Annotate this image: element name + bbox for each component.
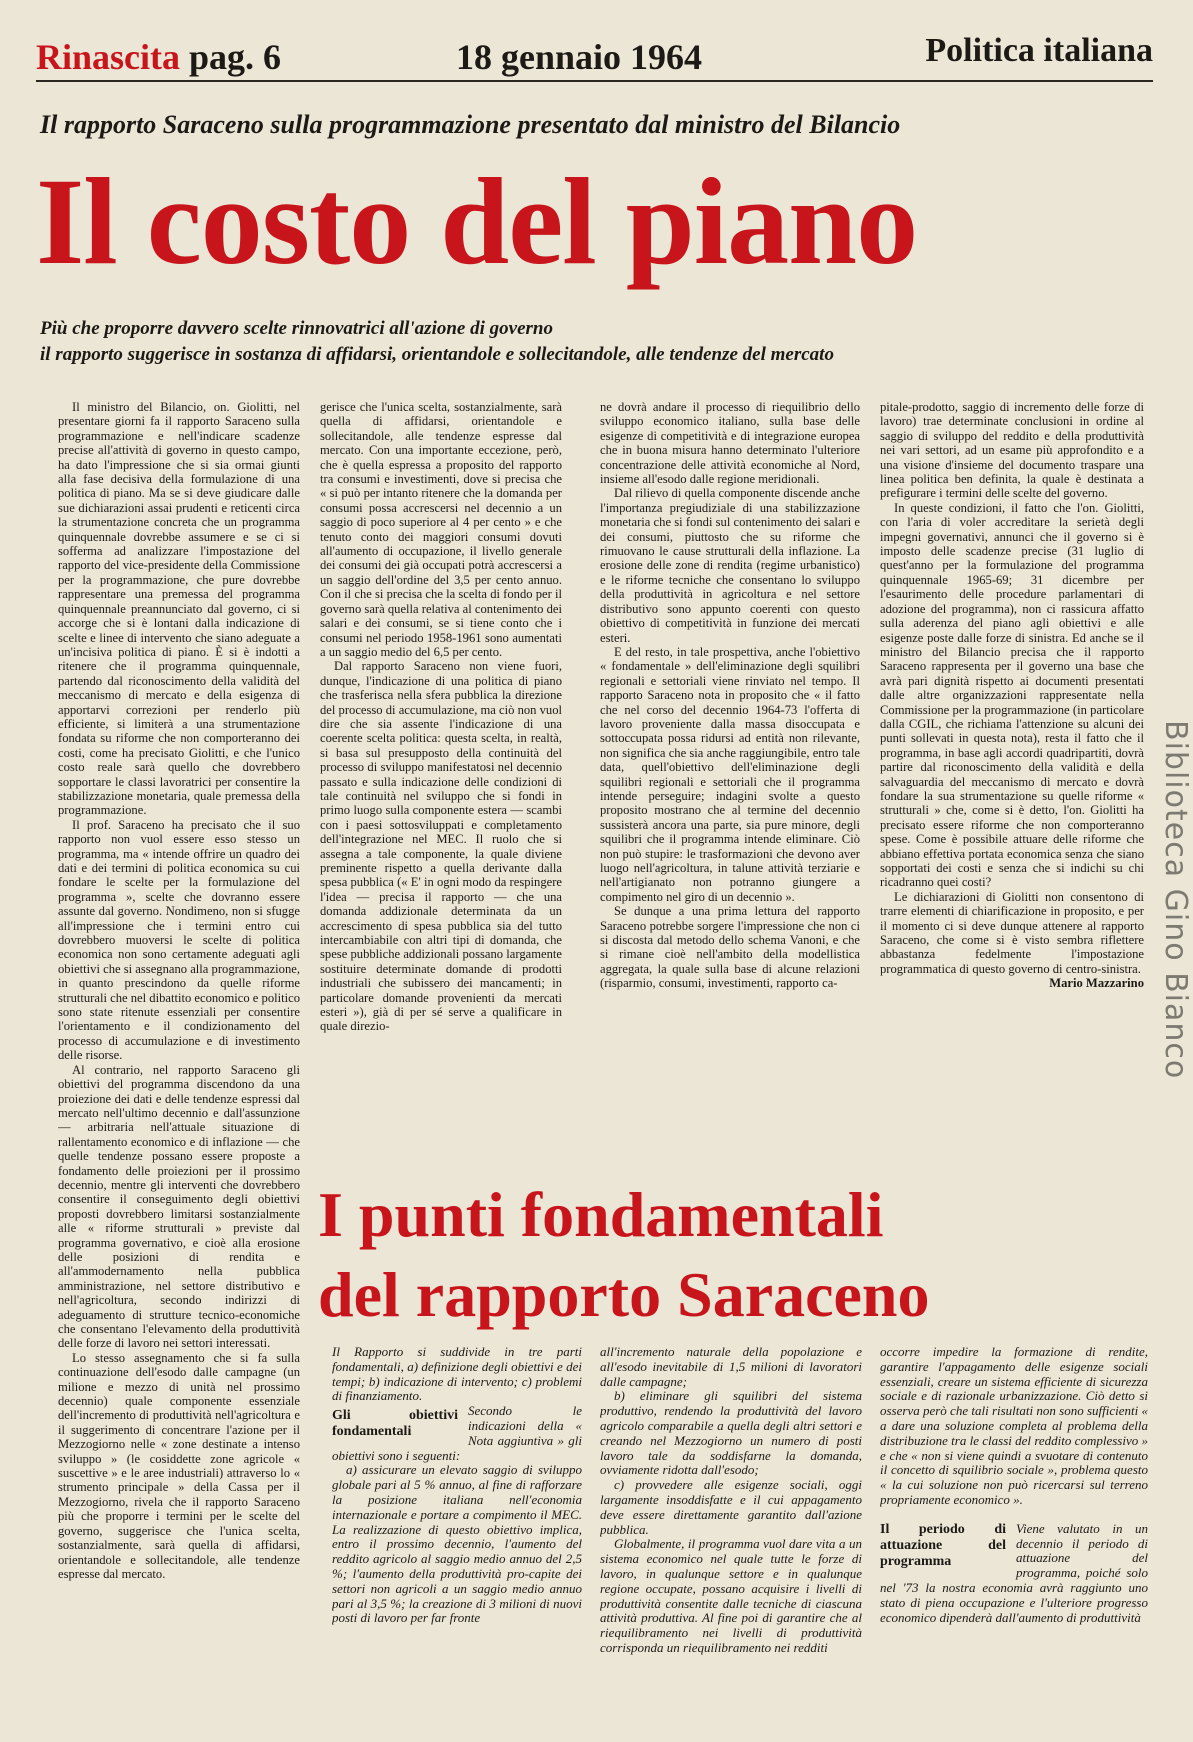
paragraph: Le dichiarazioni di Giolitti non consentono di trarre elementi di chiarificazione in proposito, e per il momento ci si deve dunque attenere al rapporto Saraceno, che come si è visto sembra riflettere abbastanza fedelmente l'impostazione programmatica di questo governo di centro-sinistra. [880,889,1144,976]
publication-name: Rinascita [36,37,180,77]
author-signature: Mario Mazzarino [1049,976,1144,991]
page-number: pag. 6 [189,37,282,77]
paragraph: gerisce che l'unica scelta, sostanzialmente, sarà quella di affidarsi, orientandole e sollecitandole, alle tendenze espresse dal mercato. Con una importante eccezione, però, che è quella espressa a proposito del rapporto tra consumi e investimenti, dove si precisa che « si può per intanto ritenere che la domanda per consumi possa accrescersi nel decennio a un saggio di poco superiore al 4 per cento » e che tenuto conto dei maggiori consumi dovuti all'aumento di occupazione, il livello generale dei consumi dei già occupati potrà accrescersi a un saggio dell'ordine del 3,5 per cento annuo. Con il che si precisa che la scelta di fondo per il governo sarà quella relativa al contenimento dei salari e dei consumi, se si tiene conto che i consumi nel periodo 1958-1961 sono aumentati a un saggio medio del 6,5 per cento. [320,400,562,659]
paragraph: Lo stesso assegnamento che si fa sulla continuazione dell'esodo dalle campagne (un milione e mezzo di unità nel prossimo decennio) quale componente essenziale dell'incremento di produttività nell'agricoltura e il suggerimento di concentrare l'azione per il Mezzogiorno nelle « zone destinate a intenso sviluppo » (le cosiddette zone agricole « suscettive » e le aree industriali) attraverso lo « strumento principale » della Cassa per il Mezzogiorno, rivela che il rapporto Saraceno più che proporre i termini per le scelte del governo, suggerisce che l'unica scelta, sostanzialmente, sarà quella di affidarsi, orientandole e sollecitandole, alle tendenze espresse dal mercato. [58,1350,300,1581]
paragraph: Globalmente, il programma vuol dare vita a un sistema economico nel quale tutte le forze di lavoro, in qualunque settore e in qualunque regione occupate, possano acquisire i livelli di produttività consentite dalle tecniche di ciascuna attività produttiva. Al fine poi di garantire che al riequilibramento nei livelli di produttività corrisponda un riequilibramento nei redditi [600,1536,862,1655]
paragraph: Al contrario, nel rapporto Saraceno gli obiettivi del programma discendono da una proiezione dei dati e delle tendenze espressi dal mercato nell'ultimo decennio e dall'assunzione — arbitraria nell'attuale situazione di rallentamento economico e di inflazione — che quelle tendenze possano essere proposte a fondamento delle proiezioni per il prossimo decennio, mentre gli interventi che dovrebbero consentire il conseguimento degli obiettivi proposti dovrebbero limitarsi sostanzialmente alle « riforme strutturali » previste dal programma governativo, e cioè alla erosione delle posizioni di rendita e all'ammodernamento nella pubblica amministrazione, nel settore distributivo e nell'agricoltura, secondo indirizzi di adeguamento di strutture tecnico-economiche che consentano l'elevamento della produttività delle forze di lavoro nei settori interessati. [58,1062,300,1351]
kicker: Il rapporto Saraceno sulla programmazione presentato dal ministro del Bilancio [40,110,901,139]
paragraph: occorre impedire la formazione di rendite, garantire l'appagamento delle esigenze sociali essenziali, creare un sistema efficiente di sicurezza sociale e di razionale urbanizzazione. Ciò detto si osserva però che tali risultati non sono sufficienti « a dare una soluzione completa al problema della distribuzione tra le classi del reddito complessivo » e che « non si viene quindi a svuotare di contenuto il concetto di squilibrio sociale », problema questo « la cui soluzione non può ricercarsi sul terreno propriamente economico ». [880,1345,1148,1507]
paragraph: Dal rilievo di quella componente discende anche l'importanza pregiudiziale di una stabilizzazione monetaria che si fondi sul contenimento dei salari e dei consumi, piuttosto che su riforme che rimuovano le cause strutturali della inflazione. La erosione delle zone di rendita (regime urbanistico) e le riforme tecniche che consentano lo sviluppo della produttività in agricoltura e nel settore distributivo sono appunto coerenti con questo obiettivo di competitività in funzione dei mercati esteri. [600,486,860,645]
headline: Il costo del piano [36,153,918,290]
paragraph: Viene valutato in un decennio il periodo di attuazione del programma, poiché solo nel '73 la nostra economia avrà raggiunto uno stato di piena occupazione e l'ulteriore progresso economico dipenderà dall'aumento di produttività [880,1520,1148,1625]
article-column-1 [58,400,300,1725]
article-column-3 [600,400,860,1095]
paragraph: a) assicurare un elevato saggio di sviluppo globale pari al 5 % annuo, al fine di rafforzare la posizione italiana nell'economia internazionale e portare a compimento il MEC. La realizzazione di questo obiettivo implica, entro il prossimo decennio, l'aumento del reddito agricolo al saggio medio annuo del 2,5 %; l'aumento della produttività pro-capite dei settori non agricoli a un saggio medio annuo pari al 3,5 %; la creazione di 3 milioni di nuovi posti di lavoro per far fronte [332,1462,582,1626]
intro-paragraph: Il Rapporto si suddivide in tre parti fondamentali, a) definizione degli obiettivi e dei tempi; b) indicazione di intervento; c) problemi di finanziamento. [332,1345,582,1404]
subhead-obiettivi: Gli obiettivi fondamentali [332,1408,458,1440]
paragraph: In queste condizioni, il fatto che l'on. Giolitti, con l'aria di voler accreditare la serietà degli impegni governativi, annunci che il governo si è imposto delle scadenze precise (31 luglio di quest'anno per la formulazione del programma quinquennale 1965-69; 31 dicembre per l'esaurimento delle procedure parlamentari di adozione del programma), non ci rassicura affatto sulla aderenza del piano agli obiettivi e alle esigenze poste dalle forze di sinistra. Ed anche se il ministro del Bilancio precisa che il rapporto Saraceno rappresenta per il governo una base che avrà pari dignità rispetto ai documenti presentati dalle altre organizzazioni rappresentate nella Commissione per la programmazione (in particolare dalla CGIL, che richiama l'attenzione su alcuni dei punti sollevati in questa nota), resta il fatto che il programma, in base agli accordi quadripartiti, dovrà partire dal riconoscimento della validità e della salvaguardia del meccanismo di mercato e dovrà fondare la sua strumentazione su quelle riforme « strutturali » che, come si è detto, l'on. Giolitti ha precisato essere riforme che non comporteranno spese. Come è possibile attuare delle riforme che abbiano effettiva portata economica senza che siano sopportati dei costi e senza che si indichi su chi ricadranno quei costi? [880,500,1144,890]
paragraph: b) eliminare gli squilibri del sistema produttivo, rendendo la produttività del lavoro agricolo comparabile a quella degli altri settori e creando nel Mezzogiorno un numero di posti lavoro tale da soddisfarne la domanda, ovviamente ridotta dall'esodo; [600,1388,862,1478]
masthead [36,36,281,78]
paragraph: Dal rapporto Saraceno non viene fuori, dunque, l'indicazione di una politica di piano che trasferisca nella sfera pubblica la direzione del processo di accumulazione, ma ciò non vuol dire che sia assente l'indicazione di una coerente scelta politica: questa scelta, in realtà, si basa sul presupposto della continuità del processo di sviluppo manifestatosi nel decennio passato e sulla indicazione delle condizioni di tale continuità nel sviluppo che si fondi in primo luogo sulla componente estera — scambi con i paesi sottosviluppati e completamento dell'integrazione nel MEC. Il ruolo che si assegna a tale componente, la quale diviene preminente rispetto a quella derivante dalla spesa pubblica (« E' in ogni modo da respingere l'idea — precisa il rapporto — che una domanda addizionale determinata da un accrescimento di spesa pubblica sia del tutto intercambiabile con altri tipi di domanda, che spese pubbliche addizionali possano largamente sostituire determinate domande di prodotti industriali che subissero dei mancamenti; in particolare domande provenienti da mercati esteri »), già di per sé serve a qualificare in quale direzio- [320,659,562,1034]
library-watermark: Biblioteca Gino Bianco [1158,720,1193,1080]
paragraph: Il prof. Saraceno ha precisato che il suo rapporto non vuol essere esso stesso un programma, ma « intende offrire un quadro dei dati e dei termini di politica economica su cui fondare le scelte per la formulazione del programma », scelte che dovranno essere assunte dal governo. Nondimeno, non si sfugge all'impressione che i termini entro cui dovrebbero muoversi le scelte di politica economica non sono certamente adeguati agli obiettivi che si assegnano alla programmazione, in quanto prescindono da quelle riforme strutturali che nel dibattito economico e politico sono state ritenute essenziali per consentire l'orientamento e il condizionamento del processo di accumulazione e di investimento delle risorse. [58,817,300,1063]
subtitle-line-1: Più che proporre davvero scelte rinnovatrici all'azione di governo [40,318,553,339]
second-headline-line-2: del rapporto Saraceno [318,1259,930,1330]
box-column-1 [332,1345,582,1725]
page-header [36,30,1153,82]
paragraph: Secondo le indicazioni della « Nota aggiuntiva » gli obiettivi sono i seguenti: [332,1403,582,1463]
paragraph: Il ministro del Bilancio, on. Giolitti, nel presentare giorni fa il rapporto Saraceno sulla programmazione e nell'indicare scadenze precise all'attività di governo in questo campo, ha dato l'impressione che si sia ormai giunti alla fase decisiva della formulazione di una politica di piano. Ma se si deve giudicare dalle sue dichiarazioni assai prudenti e reticenti circa la strumentazione concreta che un programma quinquennale dovrebbe assumere e se ci si sofferma ad analizzare l'impostazione del rapporto del vice-presidente della Commissione per la programmazione, che pure dovrebbe rappresentare una premessa del programma quinquennale preannunciato dal governo, ci si accorge che si è lontani dalla indicazione di scelte e linee di intervento che siano adeguate a un'incisiva politica di piano. È si è indotti a ritenere che il programma quinquennale, partendo dal riconoscimento della validità del meccanismo di mercato e della esigenza di apportarvi correzioni per renderlo più efficiente, si limiterà a una strumentazione fondata su riforme che non comporteranno dei costi, come ha precisato Giolitti, e che l'unico costo reale sarà quello che dovrebbero sopportare le classi lavoratrici per consentire la stabilizzazione monetaria, quale premessa della programmazione. [58,400,300,818]
issue-date: 18 gennaio 1964 [456,37,703,77]
second-headline-line-1: I punti fondamentali [318,1179,884,1250]
paragraph: ne dovrà andare il processo di riequilibrio dello sviluppo economico italiano, sulla base delle esigenze di competitività e di integrazione europea che in buona misura hanno determinato l'ulteriore concentrazione delle attività economiche al Nord, insieme all'esodo dalle regione meridionali. [600,400,860,487]
subhead-periodo: Il periodo di attuazione del programma [880,1521,1006,1569]
paragraph: all'incremento naturale della popolazione e all'esodo inevitabile di 1,5 milioni di lavoratori dalle campagne; [600,1345,862,1389]
paragraph: c) provvedere alle esigenze sociali, oggi largamente insoddisfatte e il cui appagamento deve essere direttamente garantito dall'azione pubblica. [600,1477,862,1537]
box-column-3 [880,1345,1148,1725]
section-name: Politica italiana [925,32,1153,69]
article-column-4 [880,400,1144,1095]
paragraph: Se dunque a una prima lettura del rapporto Saraceno potrebbe sorgere l'impressione che non ci si discosta dal metodo dello schema Vanoni, e che si rimane cioè nell'ambito della modellistica aggregata, la quale sulla base di alcune relazioni (risparmio, consumi, investimenti, rapporto ca- [600,904,860,991]
box-column-2 [600,1345,862,1725]
paragraph: pitale-prodotto, saggio di incremento delle forze di lavoro) trae determinate conclusioni in ordine al saggio di sviluppo del reddito e della produttività nei vari settori, ad un esame più approfondito e a una visione d'insieme del documento traspare una linea politica ben definita, la quale è destinata a prefigurare i termini delle scelte del governo. [880,400,1144,501]
subtitle-line-2: il rapporto suggerisce in sostanza di affidarsi, orientandole e sollecitandole, alle tendenze del mercato [40,344,834,365]
paragraph: E del resto, in tale prospettiva, anche l'obiettivo « fondamentale » dell'eliminazione degli squilibri regionali e settoriali viene rinviato nel tempo. Il rapporto Saraceno nota in proposito che « il fatto che nel corso del decennio 1964-73 l'offerta di lavoro proveniente dalla massa disoccupata e sottoccupata possa ridursi ad entità non rilevante, non significa che sia anche raggiungibile, entro tale data, quell'obiettivo dell'eliminazione degli squilibri regionali e settoriali che il programma intende perseguire; indagini svolte a questo proposito mostrano che al termine del decennio sussisterà ancora una parte, sia pure minore, degli squilibri che il programma intende eliminare. Ciò non può stupire: le trasformazioni che devono aver luogo nell'agricoltura, in talune attività terziarie e nell'artigianato non potranno giungere a compimento nel giro di un decennio ». [600,644,860,904]
article-column-2 [320,400,562,1095]
